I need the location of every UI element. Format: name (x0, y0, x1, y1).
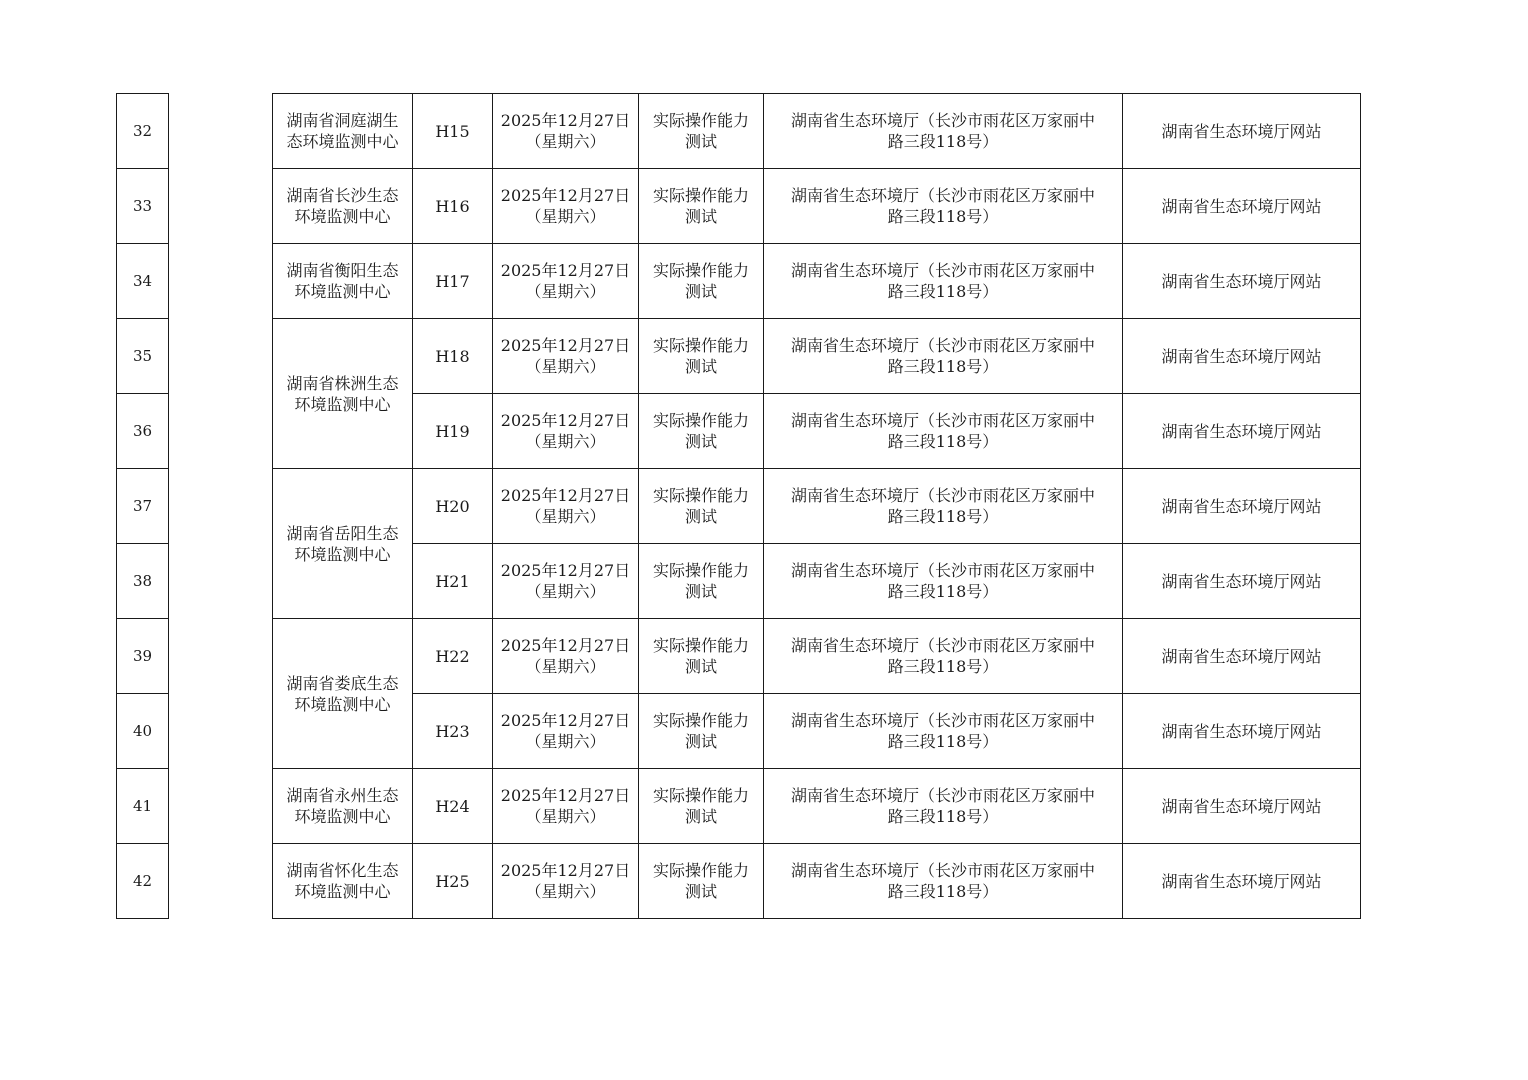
venue-line1: 湖南省生态环境厅（长沙市雨花区万家丽中 (790, 261, 1095, 280)
venue-line1: 湖南省生态环境厅（长沙市雨花区万家丽中 (790, 336, 1095, 355)
test-type-line2: 测试 (684, 582, 717, 601)
test-weekday: （星期六） (525, 882, 606, 901)
notice-website-cell: 湖南省生态环境厅网站 (1123, 469, 1361, 544)
test-weekday: （星期六） (525, 432, 606, 451)
organization-cell (273, 769, 413, 844)
table-row (273, 319, 1361, 394)
index-row (117, 619, 169, 694)
organization-name-line2: 环境监测中心 (294, 544, 391, 564)
test-weekday: （星期六） (525, 132, 606, 151)
organization-name-line2: 环境监测中心 (294, 394, 391, 414)
test-date: 2025年12月27日 (500, 336, 631, 355)
test-type-line2: 测试 (684, 807, 717, 826)
index-row (117, 694, 169, 769)
organization-cell (273, 169, 413, 244)
index-row (117, 244, 169, 319)
test-type-line2: 测试 (684, 207, 717, 226)
notice-website-cell: 湖南省生态环境厅网站 (1123, 619, 1361, 694)
test-date-cell (493, 544, 639, 619)
row-number: 39 (117, 619, 169, 694)
table-row (273, 169, 1361, 244)
organization-cell (273, 319, 413, 469)
test-type-cell (639, 469, 764, 544)
table-row (273, 469, 1361, 544)
row-number: 34 (117, 244, 169, 319)
test-weekday: （星期六） (525, 207, 606, 226)
test-type-line2: 测试 (684, 357, 717, 376)
test-type-line2: 测试 (684, 132, 717, 151)
test-type-line2: 测试 (684, 282, 717, 301)
test-type-line1: 实际操作能力 (652, 636, 749, 655)
test-type-line2: 测试 (684, 732, 717, 751)
position-code-cell: H19 (413, 394, 493, 469)
test-date-cell (493, 619, 639, 694)
venue-line2: 路三段118号） (887, 657, 999, 676)
position-code-cell: H18 (413, 319, 493, 394)
test-type-cell (639, 319, 764, 394)
test-weekday: （星期六） (525, 507, 606, 526)
venue-line2: 路三段118号） (887, 807, 999, 826)
row-number: 32 (117, 94, 169, 169)
test-type-line1: 实际操作能力 (652, 186, 749, 205)
test-type-line2: 测试 (684, 507, 717, 526)
notice-website-cell: 湖南省生态环境厅网站 (1123, 394, 1361, 469)
notice-website-cell: 湖南省生态环境厅网站 (1123, 94, 1361, 169)
test-type-cell (639, 169, 764, 244)
test-date: 2025年12月27日 (500, 111, 631, 130)
test-date-cell (493, 469, 639, 544)
notice-website-cell: 湖南省生态环境厅网站 (1123, 694, 1361, 769)
test-type-line1: 实际操作能力 (652, 786, 749, 805)
venue-cell (764, 94, 1123, 169)
index-row (117, 319, 169, 394)
table-row (273, 619, 1361, 694)
test-type-cell (639, 619, 764, 694)
row-number: 35 (117, 319, 169, 394)
position-code-cell: H16 (413, 169, 493, 244)
organization-name-line2: 环境监测中心 (294, 694, 391, 714)
table-row (273, 244, 1361, 319)
test-type-cell (639, 844, 764, 919)
position-code-cell: H17 (413, 244, 493, 319)
test-type-line1: 实际操作能力 (652, 111, 749, 130)
venue-line1: 湖南省生态环境厅（长沙市雨花区万家丽中 (790, 186, 1095, 205)
organization-name-line1: 湖南省娄底生态 (286, 673, 399, 693)
position-code-cell: H15 (413, 94, 493, 169)
test-type-cell (639, 394, 764, 469)
organization-cell (273, 619, 413, 769)
test-date-cell (493, 319, 639, 394)
table-row (273, 694, 1361, 769)
notice-website-cell: 湖南省生态环境厅网站 (1123, 544, 1361, 619)
row-number: 37 (117, 469, 169, 544)
test-date-cell (493, 169, 639, 244)
organization-name-line1: 湖南省永州生态 (286, 786, 399, 805)
venue-line1: 湖南省生态环境厅（长沙市雨花区万家丽中 (790, 486, 1095, 505)
venue-cell (764, 844, 1123, 919)
row-number: 41 (117, 769, 169, 844)
venue-line2: 路三段118号） (887, 132, 999, 151)
venue-line1: 湖南省生态环境厅（长沙市雨花区万家丽中 (790, 111, 1095, 130)
venue-line2: 路三段118号） (887, 732, 999, 751)
index-row (117, 469, 169, 544)
notice-website-cell: 湖南省生态环境厅网站 (1123, 844, 1361, 919)
notice-website-cell: 湖南省生态环境厅网站 (1123, 244, 1361, 319)
position-code-cell: H24 (413, 769, 493, 844)
venue-cell (764, 619, 1123, 694)
organization-name-line2: 环境监测中心 (294, 882, 391, 901)
test-weekday: （星期六） (525, 807, 606, 826)
test-weekday: （星期六） (525, 582, 606, 601)
index-row (117, 769, 169, 844)
test-date-cell (493, 244, 639, 319)
index-column-table (116, 93, 169, 919)
table-row (273, 94, 1361, 169)
row-number: 38 (117, 544, 169, 619)
test-type-line1: 实际操作能力 (652, 411, 749, 430)
venue-line2: 路三段118号） (887, 207, 999, 226)
test-date-cell (493, 94, 639, 169)
organization-name-line1: 湖南省衡阳生态 (286, 261, 399, 280)
notice-website-cell: 湖南省生态环境厅网站 (1123, 769, 1361, 844)
organization-name-line2: 环境监测中心 (294, 207, 391, 226)
organization-name-line2: 环境监测中心 (294, 282, 391, 301)
organization-name-line2: 态环境监测中心 (286, 132, 399, 151)
test-date: 2025年12月27日 (500, 261, 631, 280)
organization-name-line1: 湖南省洞庭湖生 (286, 111, 399, 130)
venue-line2: 路三段118号） (887, 432, 999, 451)
venue-line2: 路三段118号） (887, 357, 999, 376)
test-type-cell (639, 769, 764, 844)
venue-line1: 湖南省生态环境厅（长沙市雨花区万家丽中 (790, 861, 1095, 880)
position-code-cell: H25 (413, 844, 493, 919)
venue-line1: 湖南省生态环境厅（长沙市雨花区万家丽中 (790, 711, 1095, 730)
test-weekday: （星期六） (525, 357, 606, 376)
organization-name-line2: 环境监测中心 (294, 807, 391, 826)
venue-line2: 路三段118号） (887, 582, 999, 601)
venue-cell (764, 694, 1123, 769)
row-number: 42 (117, 844, 169, 919)
test-date: 2025年12月27日 (500, 561, 631, 580)
position-code-cell: H23 (413, 694, 493, 769)
test-weekday: （星期六） (525, 657, 606, 676)
test-type-line1: 实际操作能力 (652, 711, 749, 730)
test-type-cell (639, 244, 764, 319)
test-date: 2025年12月27日 (500, 486, 631, 505)
test-type-cell (639, 544, 764, 619)
test-date: 2025年12月27日 (500, 861, 631, 880)
row-number: 33 (117, 169, 169, 244)
notice-website-cell: 湖南省生态环境厅网站 (1123, 169, 1361, 244)
index-row (117, 169, 169, 244)
organization-cell (273, 244, 413, 319)
venue-cell (764, 319, 1123, 394)
venue-cell (764, 244, 1123, 319)
organization-name-line1: 湖南省岳阳生态 (286, 523, 399, 543)
venue-cell (764, 394, 1123, 469)
organization-cell (273, 94, 413, 169)
table-row (273, 544, 1361, 619)
row-number: 40 (117, 694, 169, 769)
position-code-cell: H22 (413, 619, 493, 694)
test-date: 2025年12月27日 (500, 711, 631, 730)
index-row (117, 94, 169, 169)
test-date: 2025年12月27日 (500, 636, 631, 655)
venue-line2: 路三段118号） (887, 507, 999, 526)
test-type-line2: 测试 (684, 657, 717, 676)
organization-name-line1: 湖南省长沙生态 (286, 186, 399, 205)
position-code-cell: H21 (413, 544, 493, 619)
table-row (273, 844, 1361, 919)
test-date-cell (493, 844, 639, 919)
test-date-cell (493, 694, 639, 769)
venue-cell (764, 169, 1123, 244)
venue-line1: 湖南省生态环境厅（长沙市雨花区万家丽中 (790, 786, 1095, 805)
test-type-line1: 实际操作能力 (652, 486, 749, 505)
test-type-line1: 实际操作能力 (652, 261, 749, 280)
position-code-cell: H20 (413, 469, 493, 544)
test-weekday: （星期六） (525, 282, 606, 301)
test-date: 2025年12月27日 (500, 786, 631, 805)
test-type-line2: 测试 (684, 432, 717, 451)
venue-cell (764, 544, 1123, 619)
test-weekday: （星期六） (525, 732, 606, 751)
test-type-cell (639, 94, 764, 169)
row-number: 36 (117, 394, 169, 469)
organization-cell (273, 469, 413, 619)
test-type-cell (639, 694, 764, 769)
index-row (117, 844, 169, 919)
table-row (273, 769, 1361, 844)
organization-name-line1: 湖南省株洲生态 (286, 373, 399, 393)
schedule-table (272, 93, 1361, 919)
venue-cell (764, 469, 1123, 544)
venue-line1: 湖南省生态环境厅（长沙市雨花区万家丽中 (790, 561, 1095, 580)
table-row (273, 394, 1361, 469)
venue-line1: 湖南省生态环境厅（长沙市雨花区万家丽中 (790, 411, 1095, 430)
organization-cell (273, 844, 413, 919)
notice-website-cell: 湖南省生态环境厅网站 (1123, 319, 1361, 394)
venue-line2: 路三段118号） (887, 282, 999, 301)
test-type-line2: 测试 (684, 882, 717, 901)
test-date-cell (493, 769, 639, 844)
test-type-line1: 实际操作能力 (652, 861, 749, 880)
organization-name-line1: 湖南省怀化生态 (286, 861, 399, 880)
index-row (117, 394, 169, 469)
test-date: 2025年12月27日 (500, 411, 631, 430)
venue-cell (764, 769, 1123, 844)
venue-line1: 湖南省生态环境厅（长沙市雨花区万家丽中 (790, 636, 1095, 655)
test-date: 2025年12月27日 (500, 186, 631, 205)
venue-line2: 路三段118号） (887, 882, 999, 901)
test-date-cell (493, 394, 639, 469)
test-type-line1: 实际操作能力 (652, 561, 749, 580)
index-row (117, 544, 169, 619)
test-type-line1: 实际操作能力 (652, 336, 749, 355)
